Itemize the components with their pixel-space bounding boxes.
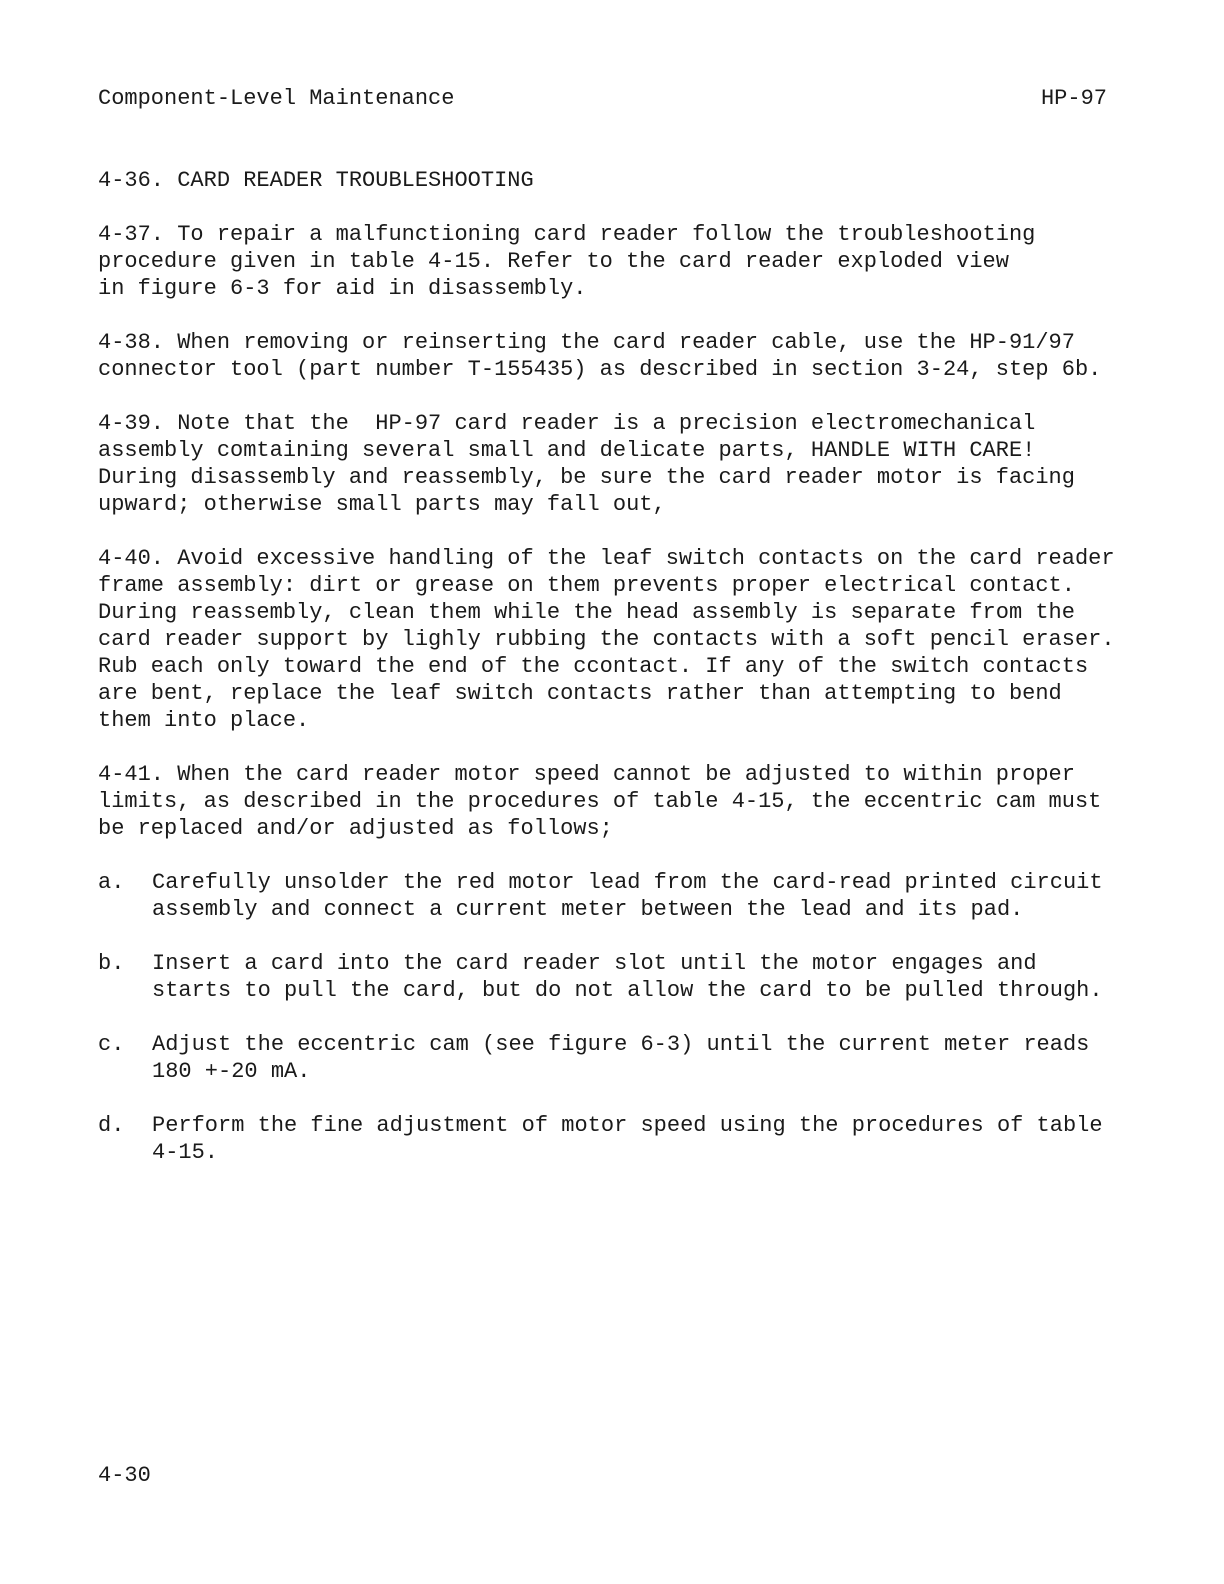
document-body	[98, 167, 1128, 1166]
step-line: 4-15.	[152, 1140, 219, 1165]
step-line: assembly and connect a current meter between the lead and its pad.	[152, 897, 1024, 922]
paragraph-line: During reassembly, clean them while the head assembly is separate from the	[98, 600, 1075, 625]
paragraph-4-37	[98, 221, 1128, 302]
paragraph-line: 4-39. Note that the HP-97 card reader is a precision electromechanical	[98, 411, 1036, 436]
paragraph-line: card reader support by lighly rubbing the contacts with a soft pencil eraser.	[98, 627, 1115, 652]
paragraph-line: be replaced and/or adjusted as follows;	[98, 816, 613, 841]
step-marker: d.	[98, 1113, 125, 1138]
paragraph-line: frame assembly: dirt or grease on them prevents proper electrical contact.	[98, 573, 1075, 598]
paragraph-line: limits, as described in the procedures of table 4-15, the eccentric cam must	[98, 789, 1102, 814]
paragraph-line: connector tool (part number T-155435) as described in section 3-24, step 6b.	[98, 357, 1102, 382]
running-header-title: Component-Level Maintenance	[98, 86, 455, 111]
step-line: Insert a card into the card reader slot until the motor engages and	[152, 951, 1037, 976]
step-line: Perform the fine adjustment of motor speed using the procedures of table	[152, 1113, 1103, 1138]
step-marker: b.	[98, 951, 125, 976]
procedure-step-d	[98, 1112, 1128, 1166]
paragraph-line: assembly comtaining several small and delicate parts, HANDLE WITH CARE!	[98, 438, 1036, 463]
step-marker: c.	[98, 1032, 125, 1057]
step-line: starts to pull the card, but do not allow the card to be pulled through.	[152, 978, 1103, 1003]
paragraph-line: 4-38. When removing or reinserting the card reader cable, use the HP-91/97	[98, 330, 1075, 355]
paragraph-line: 4-40. Avoid excessive handling of the leaf switch contacts on the card reader	[98, 546, 1115, 571]
section-title: 4-36. CARD READER TROUBLESHOOTING	[98, 168, 534, 193]
paragraph-4-40	[98, 545, 1128, 734]
step-line: 180 +-20 mA.	[152, 1059, 311, 1084]
step-marker: a.	[98, 870, 125, 895]
step-line: Adjust the eccentric cam (see figure 6-3) until the current meter reads	[152, 1032, 1090, 1057]
paragraph-line: During disassembly and reassembly, be sure the card reader motor is facing	[98, 465, 1075, 490]
page-number: 4-30	[98, 1463, 151, 1488]
procedure-step-a	[98, 869, 1128, 923]
procedure-step-c	[98, 1031, 1128, 1085]
paragraph-4-39	[98, 410, 1128, 518]
paragraph-line: upward; otherwise small parts may fall out,	[98, 492, 666, 517]
paragraph-line: them into place.	[98, 708, 310, 733]
step-line: Carefully unsolder the red motor lead from the card-read printed circuit	[152, 870, 1103, 895]
paragraph-4-38	[98, 329, 1128, 383]
paragraph-line: in figure 6-3 for aid in disassembly.	[98, 276, 587, 301]
paragraph-line: Rub each only toward the end of the ccontact. If any of the switch contacts	[98, 654, 1089, 679]
running-header-model: HP-97	[1040, 86, 1107, 111]
paragraph-line: 4-41. When the card reader motor speed cannot be adjusted to within proper	[98, 762, 1075, 787]
paragraph-line: procedure given in table 4-15. Refer to the card reader exploded view	[98, 249, 1009, 274]
paragraph-line: 4-37. To repair a malfunctioning card reader follow the troubleshooting	[98, 222, 1036, 247]
paragraph-line: are bent, replace the leaf switch contacts rather than attempting to bend	[98, 681, 1062, 706]
procedure-step-b	[98, 950, 1128, 1004]
paragraph-4-41	[98, 761, 1128, 842]
